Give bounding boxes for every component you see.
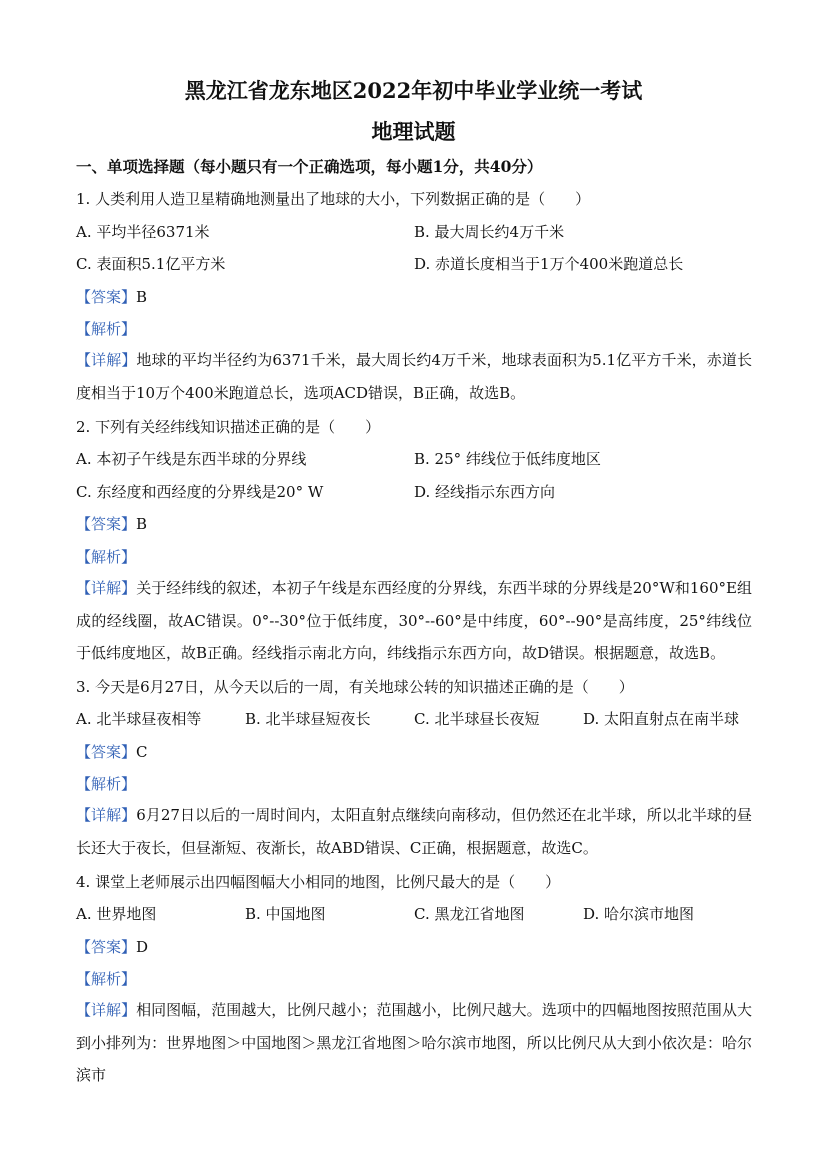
- document-title: 黑龙江省龙东地区2022年初中毕业学业统一考试: [184, 78, 643, 103]
- question-4-answer: [76, 937, 148, 957]
- question-1-option-a: A. 平均半径6371米: [76, 223, 210, 241]
- question-3-answer: [76, 742, 148, 762]
- question-3-option-d: D. 太阳直射点在南半球: [583, 710, 740, 728]
- question-3-detail: [76, 799, 752, 864]
- question-4-option-d: D. 哈尔滨市地图: [583, 905, 695, 923]
- question-4-option-a: A. 世界地图: [76, 905, 157, 923]
- question-2-detail: [76, 572, 752, 670]
- question-1-option-d: D. 赤道长度相当于1万个400米跑道总长: [414, 255, 684, 273]
- question-4-option-b: B. 中国地图: [245, 905, 326, 923]
- question-2-option-d: D. 经线指示东西方向: [414, 483, 556, 501]
- detail-label: 【详解】: [76, 579, 137, 597]
- detail-text: 关于经纬线的叙述，本初子午线是东西经度的分界线，东西半球的分界线是20°W和160°E组成的经线圈，故AC错误。0°--30°位于低纬度，30°--60°是中纬度，60°--90°是高纬度，25°纬线位于低纬度地区，故B正确。经线指示南北方向，纬线指示东西方向，故D错误。根据题意，故选B。: [76, 579, 752, 662]
- answer-label: 【答案】: [76, 515, 137, 533]
- question-2-option-b: B. 25° 纬线位于低纬度地区: [414, 450, 601, 468]
- question-1-stem: 1. 人类利用人造卫星精确地测量出了地球的大小，下列数据正确的是（ ）: [76, 190, 591, 208]
- detail-text: 地球的平均半径约为6371千米，最大周长约4万千米，地球表面积为5.1亿平方千米，赤道长度相当于10万个400米跑道总长，选项ACD错误，B正确，故选B。: [76, 351, 752, 402]
- detail-text: 相同图幅，范围越大，比例尺越小；范围越小，比例尺越大。选项中的四幅地图按照范围从大到小排列为：世界地图＞中国地图＞黑龙江省地图＞哈尔滨市地图，所以比例尺从大到小依次是：哈尔滨市: [76, 1001, 752, 1084]
- detail-label: 【详解】: [76, 351, 137, 369]
- question-1-analysis-label: 【解析】: [76, 320, 137, 338]
- question-2-answer: [76, 514, 147, 534]
- question-2-option-c: C. 东经度和西经度的分界线是20° W: [76, 483, 324, 501]
- question-1-option-b: B. 最大周长约4万千米: [414, 223, 565, 241]
- question-4-option-c: C. 黑龙江省地图: [414, 905, 525, 923]
- document-subtitle: 地理试题: [371, 119, 456, 144]
- question-1-option-c: C. 表面积5.1亿平方米: [76, 255, 226, 273]
- question-3-stem: 3. 今天是6月27日，从今天以后的一周，有关地球公转的知识描述正确的是（ ）: [76, 678, 634, 696]
- question-3-option-a: A. 北半球昼夜相等: [76, 710, 202, 728]
- question-1-answer: [76, 287, 147, 307]
- section-heading: 一、单项选择题（每小题只有一个正确选项，每小题1分，共40分）: [76, 157, 543, 176]
- answer-label: 【答案】: [76, 938, 137, 956]
- question-4-stem: 4. 课堂上老师展示出四幅图幅大小相同的地图，比例尺最大的是（ ）: [76, 873, 561, 891]
- question-3-option-b: B. 北半球昼短夜长: [245, 710, 371, 728]
- question-1-detail: [76, 344, 752, 409]
- question-3-option-c: C. 北半球昼长夜短: [414, 710, 540, 728]
- question-2-stem: 2. 下列有关经纬线知识描述正确的是（ ）: [76, 418, 381, 436]
- question-4-analysis-label: 【解析】: [76, 970, 137, 988]
- answer-label: 【答案】: [76, 288, 137, 306]
- question-4-detail: [76, 994, 752, 1092]
- question-3-analysis-label: 【解析】: [76, 775, 137, 793]
- detail-text: 6月27日以后的一周时间内，太阳直射点继续向南移动，但仍然还在北半球，所以北半球的昼长还大于夜长，但昼渐短、夜渐长，故ABD错误、C正确，根据题意，故选C。: [76, 806, 752, 857]
- answer-value: B: [136, 288, 148, 306]
- detail-label: 【详解】: [76, 1001, 137, 1019]
- detail-label: 【详解】: [76, 806, 137, 824]
- answer-label: 【答案】: [76, 743, 137, 761]
- answer-value: B: [136, 515, 148, 533]
- question-2-analysis-label: 【解析】: [76, 548, 137, 566]
- question-2-option-a: A. 本初子午线是东西半球的分界线: [76, 450, 307, 468]
- answer-value: C: [136, 743, 148, 761]
- answer-value: D: [136, 938, 149, 956]
